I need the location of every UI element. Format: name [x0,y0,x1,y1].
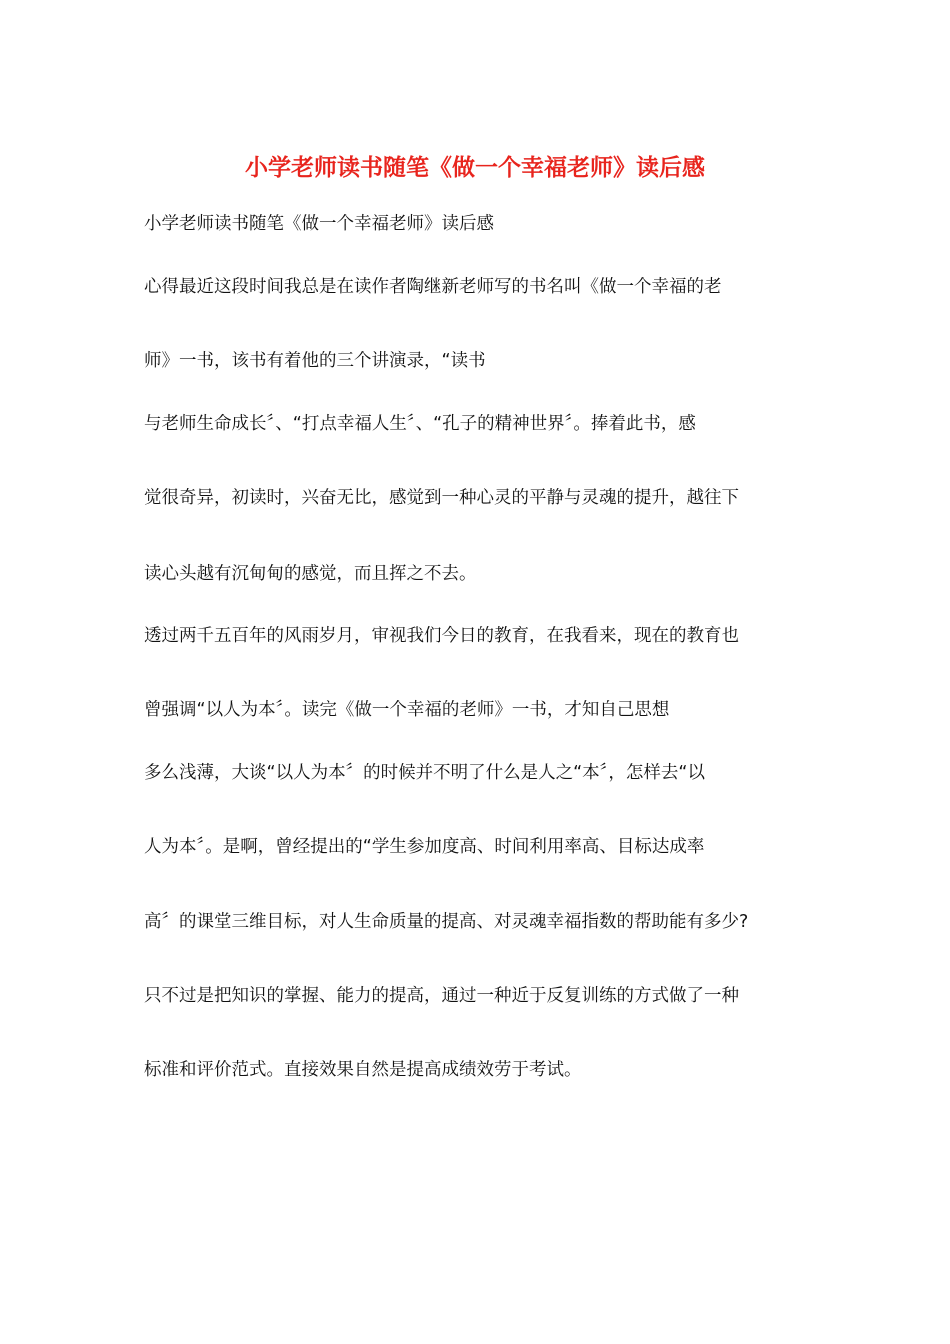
text-line: 小学老师读书随笔《做一个幸福老师》读后感 [144,214,494,234]
text-line: 师》一书，该书有着他的三个讲演录，“读书 [144,351,486,371]
text-line: 透过两千五百年的风雨岁月，审视我们今日的教育，在我看来，现在的教育也 [144,626,739,646]
text-line: 高〞的课堂三维目标，对人生命质量的提高、对灵魂幸福指数的帮助能有多少? [144,912,749,932]
text-line: 心得最近这段时间我总是在读作者陶继新老师写的书名叫《做一个幸福的老 [144,277,722,297]
text-line: 觉很奇异，初读时，兴奋无比，感觉到一种心灵的平静与灵魂的提升，越往下 [144,488,739,508]
text-line: 多么浅薄，大谈“以人为本〞的时候并不明了什么是人之“本〞，怎样去“以 [144,763,705,783]
text-line: 曾强调“以人为本〞。读完《做一个幸福的老师》一书，才知自己思想 [144,700,670,720]
document-title: 小学老师读书随笔《做一个幸福老师》读后感 [245,154,705,181]
text-line: 只不过是把知识的掌握、能力的提高，通过一种近于反复训练的方式做了一种 [144,986,739,1006]
text-line: 标准和评价范式。直接效果自然是提高成绩效劳于考试。 [144,1060,582,1080]
text-line: 读心头越有沉甸甸的感觉，而且挥之不去。 [144,564,477,584]
text-line: 与老师生命成长〞、“打点幸福人生〞、“孔子的精神世界〞。捧着此书，感 [144,414,696,434]
text-line: 人为本〞。是啊，曾经提出的“学生参加度高、时间利用率高、目标达成率 [144,837,705,857]
